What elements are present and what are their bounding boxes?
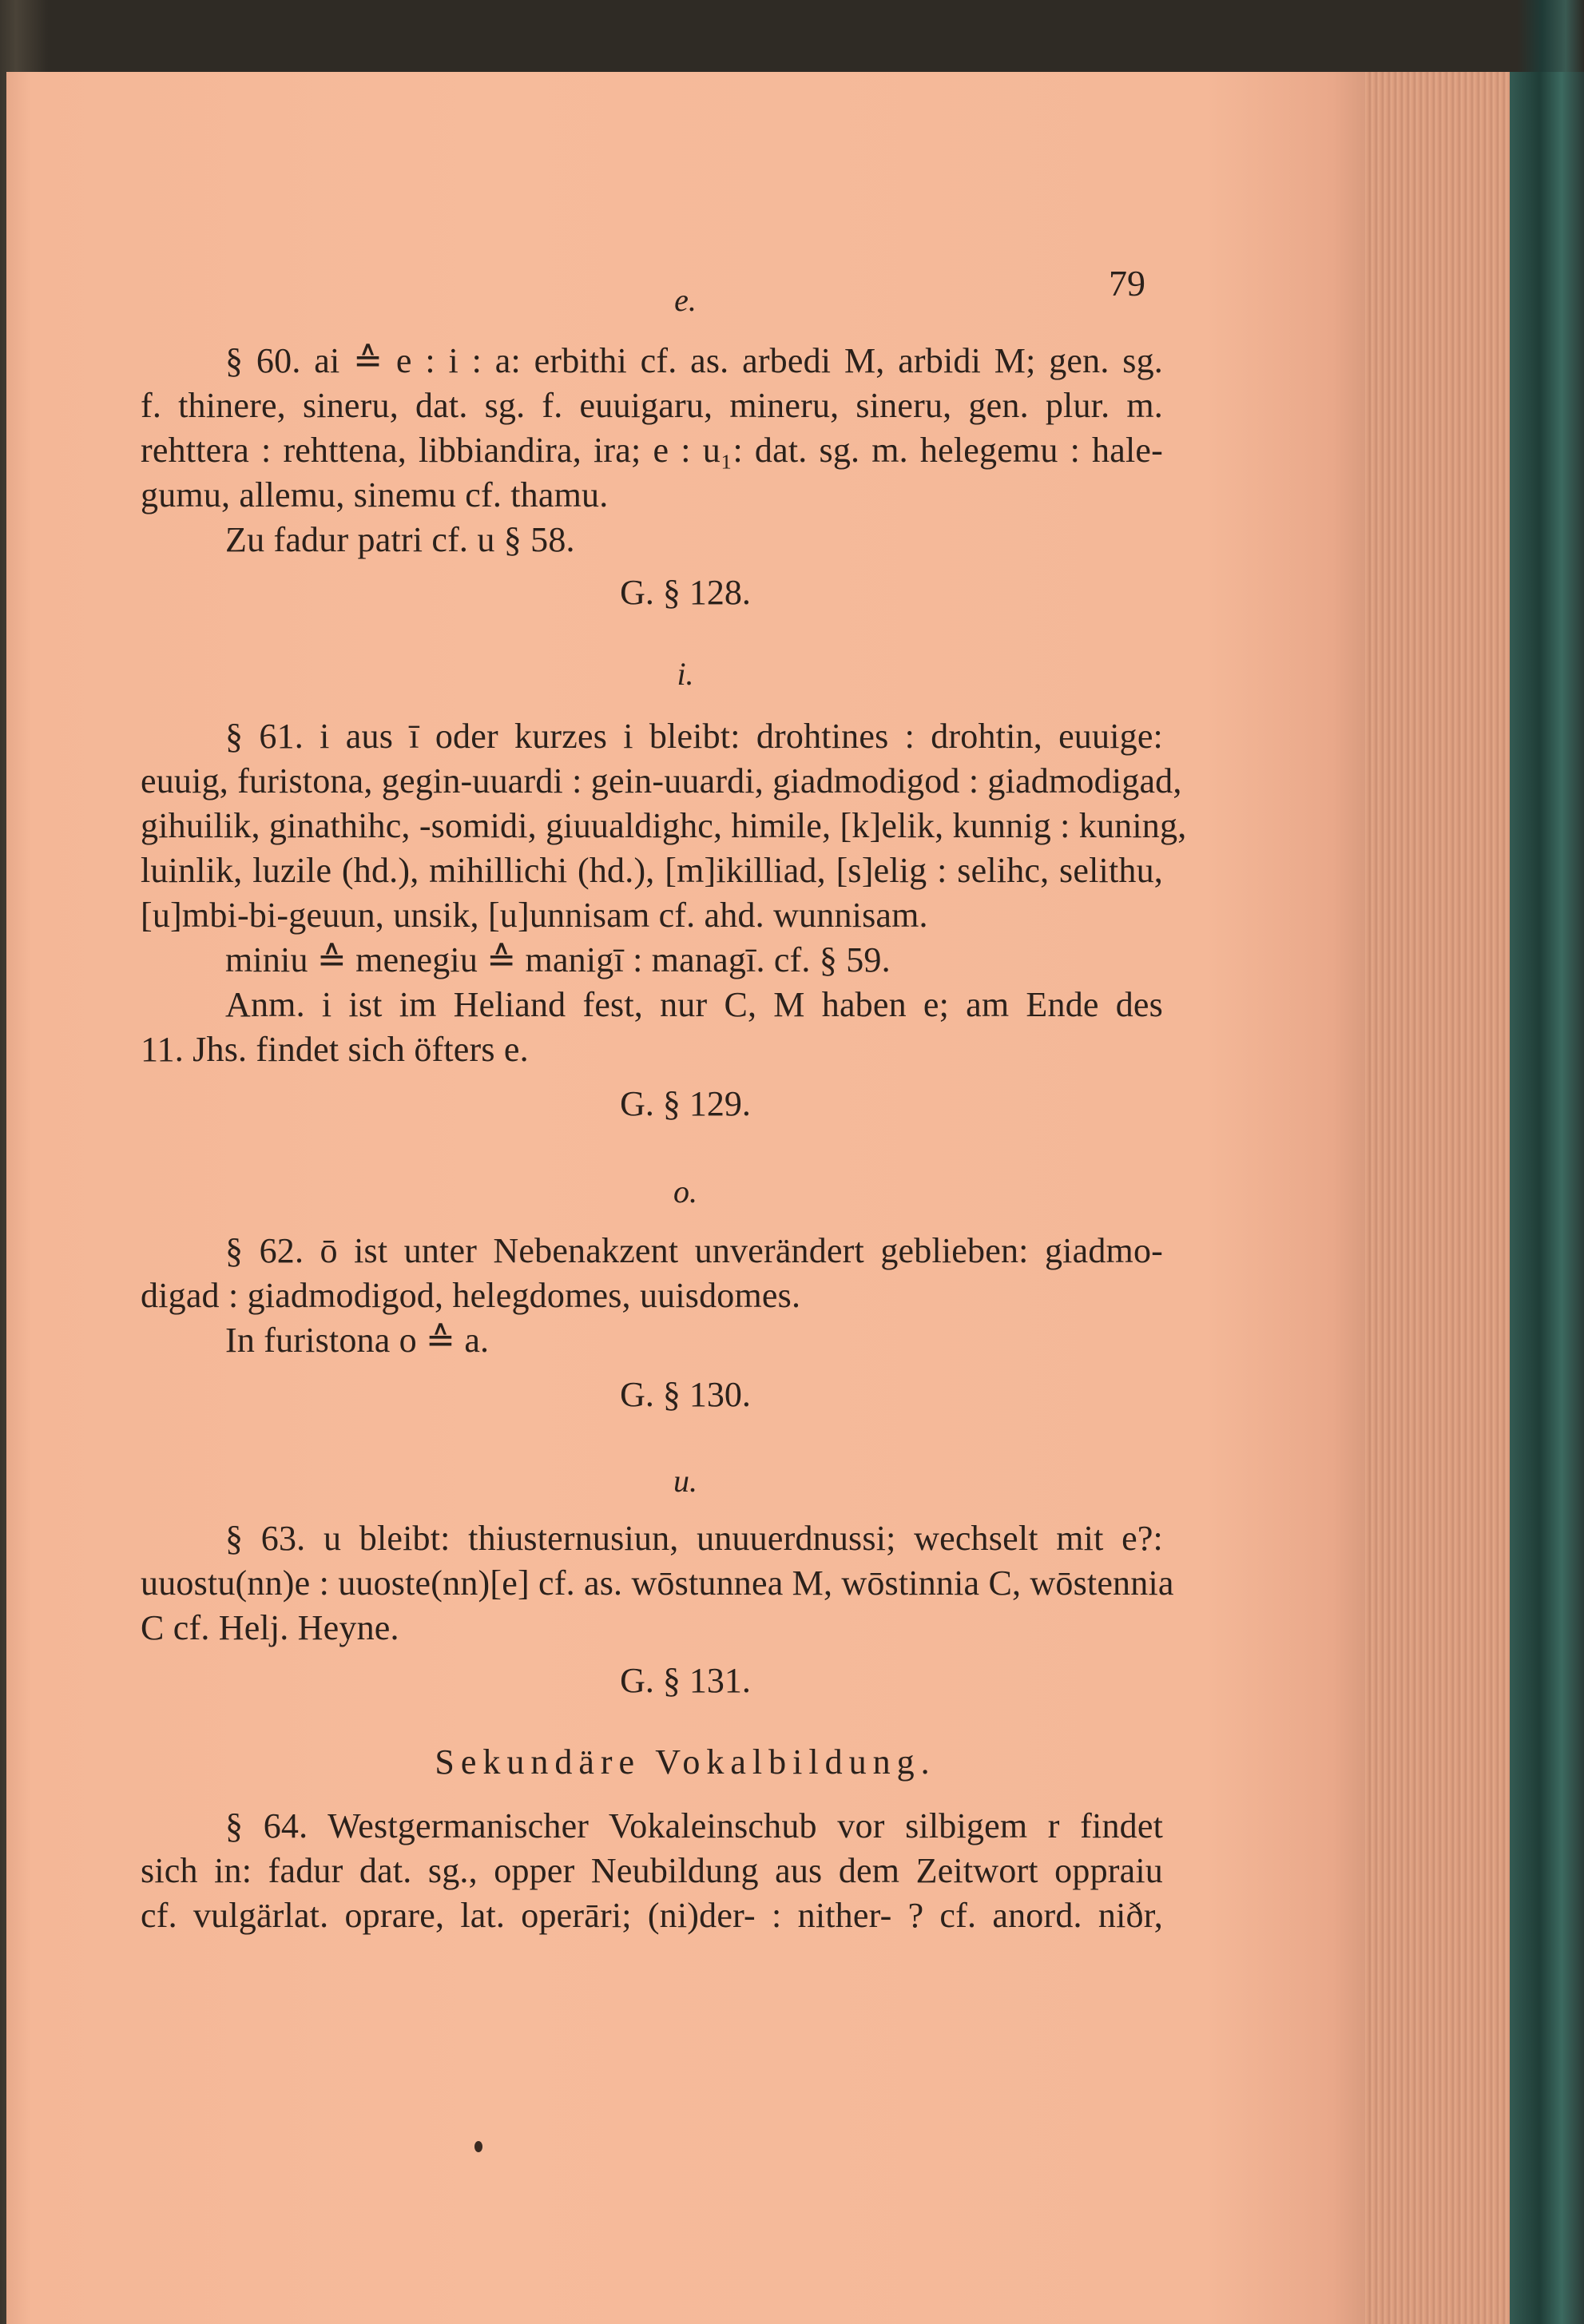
- paragraph-64-line-3: cf. vulgärlat. oprare, lat. operāri; (ni)der- : nither- ? cf. anord. niðr,: [141, 1896, 1163, 1935]
- paragraph-60-line-3: rehttera : rehttena, libbiandira, ira; e : u₁: dat. sg. m. helegemu : hale-: [141, 431, 1163, 470]
- paragraph-61-anm-line-2: 11. Jhs. findet sich öfters e.: [141, 1030, 529, 1069]
- ref-g-131: G. § 131.: [620, 1661, 751, 1700]
- book-page: [6, 72, 1364, 2324]
- paragraph-62-line-1: § 62. ō ist unter Nebenakzent unverändert geblieben: giadmo-: [225, 1231, 1163, 1270]
- section-label-e: e.: [674, 282, 697, 318]
- section-label-i: i.: [677, 656, 694, 692]
- paragraph-60-line-1: § 60. ai ≙ e : i : a: erbithi cf. as. arbedi M, arbidi M; gen. sg.: [225, 341, 1163, 380]
- ref-g-128: G. § 128.: [620, 573, 751, 612]
- section-label-u: u.: [673, 1463, 697, 1499]
- heading-sekundaere-vokalbildung: Sekundäre Vokalbildung.: [435, 1742, 936, 1782]
- paragraph-61-line-5: [u]mbi-bi-geuun, unsik, [u]unnisam cf. ahd. wunnisam.: [141, 896, 928, 935]
- paragraph-63-line-1: § 63. u bleibt: thiusternusiun, unuuerdnussi; wechselt mit e?:: [225, 1519, 1163, 1558]
- paragraph-61-miniu-line: miniu ≙ menegiu ≙ manigī : managī. cf. § 59.: [225, 940, 891, 979]
- ink-smudge: [474, 2141, 482, 2152]
- ref-g-130: G. § 130.: [620, 1375, 751, 1414]
- paragraph-61-anm-line-1: Anm. i ist im Heliand fest, nur C, M haben e; am Ende des: [225, 985, 1163, 1024]
- page-edges: [1358, 72, 1511, 2324]
- paragraph-63-line-3: C cf. Helj. Heyne.: [141, 1608, 399, 1647]
- paragraph-61-line-1: § 61. i aus ī oder kurzes i bleibt: drohtines : drohtin, euuige:: [225, 717, 1163, 756]
- paragraph-61-line-2: euuig, furistona, gegin-uuardi : gein-uuardi, giadmodigod : giadmodigad,: [141, 761, 1182, 800]
- paragraph-64-line-1: § 64. Westgermanischer Vokaleinschub vor silbigem r findet: [225, 1806, 1163, 1845]
- paragraph-60-line-2: f. thinere, sineru, dat. sg. f. euuigaru, mineru, sineru, gen. plur. m.: [141, 386, 1163, 425]
- page-number: 79: [1109, 263, 1145, 304]
- paragraph-63-line-2: uuostu(nn)e : uuoste(nn)[e] cf. as. wōstunnea M, wōstinnia C, wōstennia: [141, 1563, 1174, 1603]
- book-cover-edge: [1510, 72, 1584, 2324]
- paragraph-61-line-3: gihuilik, ginathihc, -somidi, giuualdighc, himile, [k]elik, kunnig : kuning,: [141, 806, 1187, 845]
- ref-g-129: G. § 129.: [620, 1084, 751, 1123]
- section-label-o: o.: [673, 1174, 697, 1210]
- paragraph-60-line-4: gumu, allemu, sinemu cf. thamu.: [141, 475, 609, 514]
- paragraph-62-line-2: digad : giadmodigod, helegdomes, uuisdomes.: [141, 1276, 801, 1315]
- paragraph-61-line-4: luinlik, luzile (hd.), mihillichi (hd.), [m]ikilliad, [s]elig : selihc, selithu,: [141, 851, 1163, 890]
- paragraph-62-in-line: In furistona o ≙ a.: [225, 1321, 490, 1360]
- paragraph-60-zu-line: Zu fadur patri cf. u § 58.: [225, 520, 575, 559]
- paragraph-64-line-2: sich in: fadur dat. sg., opper Neubildung aus dem Zeitwort oppraiu: [141, 1851, 1163, 1890]
